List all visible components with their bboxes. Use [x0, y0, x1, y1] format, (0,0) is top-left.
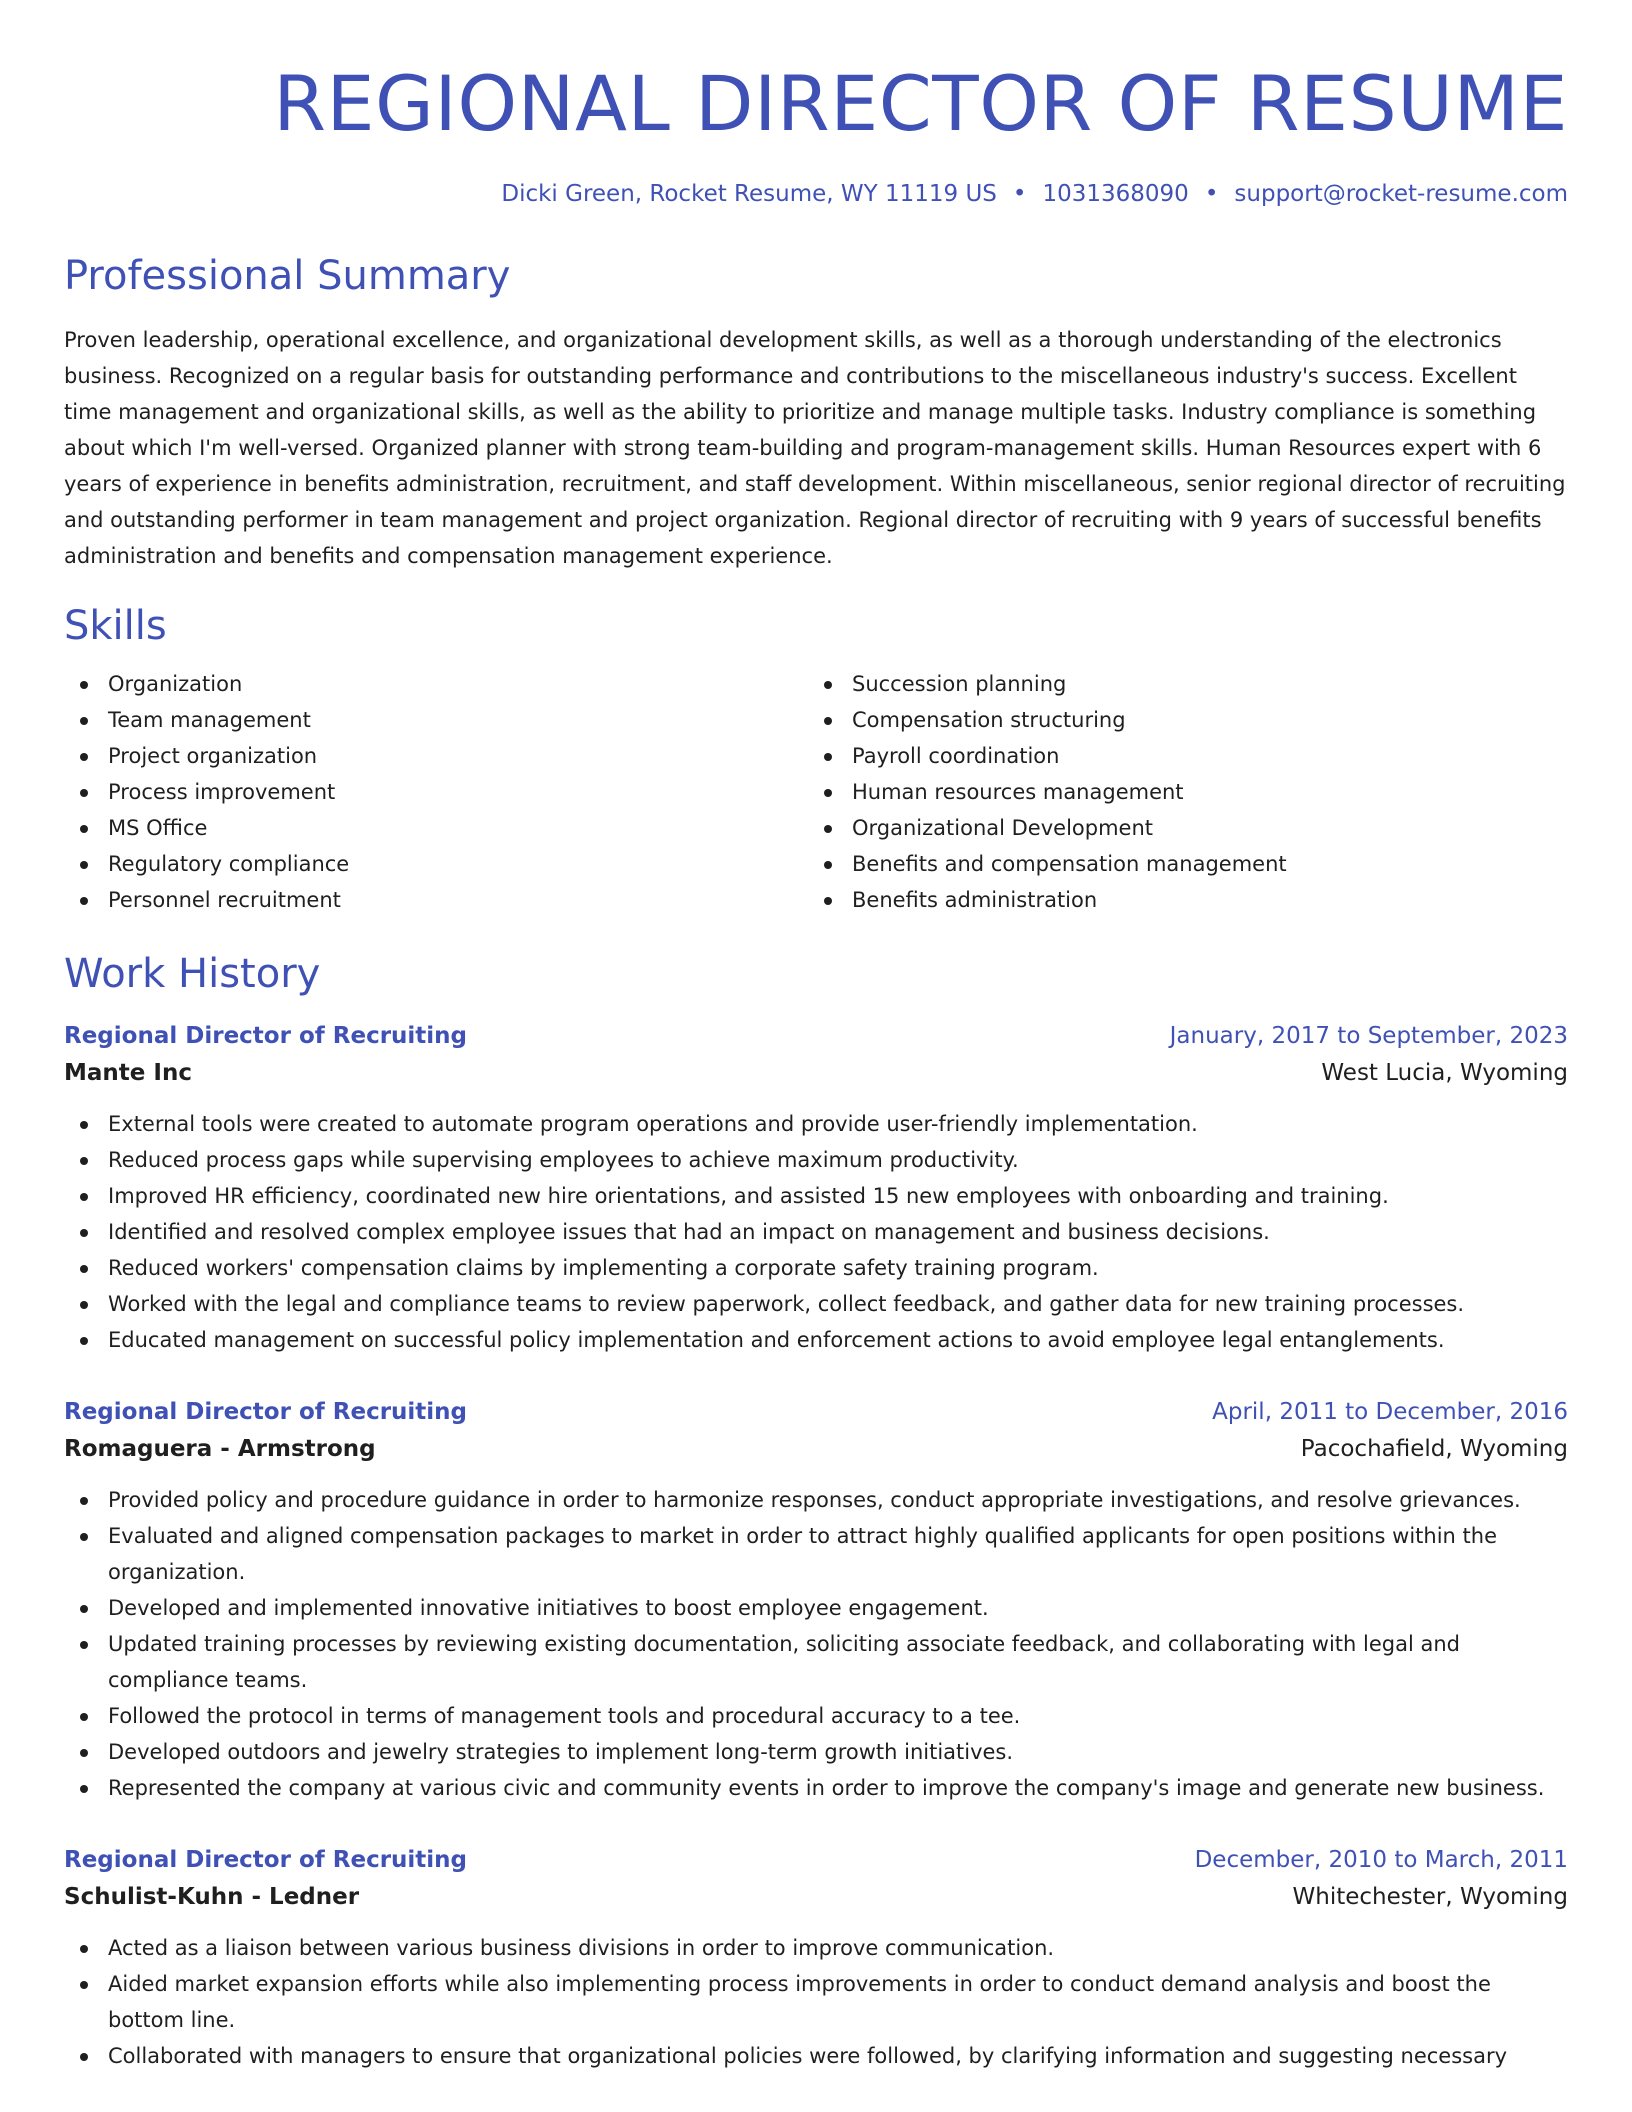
separator-dot: •: [1012, 181, 1027, 207]
job-subheader: [64, 1054, 1568, 1092]
contact-line: [64, 178, 1568, 210]
job-bullet: Updated training processes by reviewing existing documentation, soliciting associate feedback, and collaborating with legal and compliance teams.: [64, 1626, 1568, 1698]
job-title: Regional Director of Recruiting: [64, 1023, 468, 1049]
job-bullets: [64, 1482, 1568, 1806]
job-entry: [64, 1842, 1568, 2074]
skill-item: Payroll coordination: [808, 738, 1552, 774]
job-bullet: Improved HR efficiency, coordinated new hire orientations, and assisted 15 new employees with onboarding and training.: [64, 1178, 1568, 1214]
job-subheader: [64, 1878, 1568, 1916]
contact-address: Dicki Green, Rocket Resume, WY 11119 US: [501, 181, 997, 207]
skill-item: Team management: [64, 702, 808, 738]
resume-name: REGIONAL DIRECTOR OF RESUME: [273, 59, 1568, 148]
skill-item: Regulatory compliance: [64, 846, 808, 882]
job-bullets: [64, 1106, 1568, 1358]
job-bullet: Identified and resolved complex employee issues that had an impact on management and business decisions.: [64, 1214, 1568, 1250]
skill-item: Benefits administration: [808, 882, 1552, 918]
job-entry: [64, 1394, 1568, 1806]
job-bullet: Aided market expansion efforts while also implementing process improvements in order to conduct demand analysis and boost the bottom line.: [64, 1966, 1568, 2038]
job-company: Schulist-Kuhn - Ledner: [64, 1884, 360, 1910]
job-dates: January, 2017 to September, 2023: [1169, 1023, 1568, 1049]
job-bullet: Represented the company at various civic and community events in order to improve the company's image and generate new business.: [64, 1770, 1568, 1806]
job-location: Whitechester, Wyoming: [1292, 1884, 1568, 1910]
job-bullets: [64, 1930, 1568, 2074]
work-history-heading: Work History: [64, 951, 321, 997]
job-bullet: Provided policy and procedure guidance in order to harmonize responses, conduct appropriate investigations, and resolve grievances.: [64, 1482, 1568, 1518]
job-company: Romaguera - Armstrong: [64, 1436, 376, 1462]
summary-text: Proven leadership, operational excellence, and organizational development skills, as well as a thorough understanding of the electronics business. Recognized on a regular basis for outstanding performance and contributions to the miscellaneous industry's success. Excellent time management and organizational skills, as well as the ability to prioritize and manage multiple tasks. Industry compliance is something about which I'm well-versed. Organized planner with strong team-building and program-management skills. Human Resources expert with 6 years of experience in benefits administration, recruitment, and staff development. Within miscellaneous, senior regional director of recruiting and outstanding performer in team management and project organization. Regional director of recruiting with 9 years of successful benefits administration and benefits and compensation management experience.: [64, 328, 1566, 568]
job-dates: December, 2010 to March, 2011: [1194, 1847, 1568, 1873]
job-subheader: [64, 1430, 1568, 1468]
job-bullet: Developed and implemented innovative initiatives to boost employee engagement.: [64, 1590, 1568, 1626]
job-company: Mante Inc: [64, 1060, 192, 1086]
skill-item: MS Office: [64, 810, 808, 846]
job-location: Pacochafield, Wyoming: [1300, 1436, 1568, 1462]
job-bullet: Educated management on successful policy implementation and enforcement actions to avoid employee legal entanglements.: [64, 1322, 1568, 1358]
job-bullet: Worked with the legal and compliance teams to review paperwork, collect feedback, and gather data for new training processes.: [64, 1286, 1568, 1322]
skills-list: [64, 666, 1568, 918]
summary-heading: Professional Summary: [64, 253, 511, 299]
skills-column-right: [808, 666, 1552, 918]
skill-item: Organization: [64, 666, 808, 702]
contact-email[interactable]: support@rocket-resume.com: [1234, 181, 1568, 207]
job-location: West Lucia, Wyoming: [1321, 1060, 1568, 1086]
job-title: Regional Director of Recruiting: [64, 1399, 468, 1425]
skill-item: Organizational Development: [808, 810, 1552, 846]
job-bullet: Developed outdoors and jewelry strategies to implement long-term growth initiatives.: [64, 1734, 1568, 1770]
job-bullet: Collaborated with managers to ensure that organizational policies were followed, by clarifying information and suggesting necessary: [64, 2038, 1568, 2074]
resume-page: [64, 0, 1568, 2074]
job-header: [64, 1394, 1568, 1430]
job-dates: April, 2011 to December, 2016: [1212, 1399, 1568, 1425]
skills-column-left: [64, 666, 808, 918]
job-bullet: Reduced workers' compensation claims by implementing a corporate safety training program.: [64, 1250, 1568, 1286]
skill-item: Succession planning: [808, 666, 1552, 702]
skills-heading: Skills: [64, 603, 167, 649]
job-entry: [64, 1018, 1568, 1358]
skill-item: Human resources management: [808, 774, 1552, 810]
skill-item: Project organization: [64, 738, 808, 774]
job-header: [64, 1018, 1568, 1054]
job-bullet: Followed the protocol in terms of management tools and procedural accuracy to a tee.: [64, 1698, 1568, 1734]
separator-dot: •: [1204, 181, 1219, 207]
job-bullet: Evaluated and aligned compensation packages to market in order to attract highly qualified applicants for open positions within the organization.: [64, 1518, 1568, 1590]
job-bullet: External tools were created to automate program operations and provide user-friendly implementation.: [64, 1106, 1568, 1142]
job-header: [64, 1842, 1568, 1878]
skill-item: Process improvement: [64, 774, 808, 810]
job-bullet: Reduced process gaps while supervising employees to achieve maximum productivity.: [64, 1142, 1568, 1178]
contact-phone: 1031368090: [1042, 181, 1189, 207]
skill-item: Personnel recruitment: [64, 882, 808, 918]
skill-item: Compensation structuring: [808, 702, 1552, 738]
job-title: Regional Director of Recruiting: [64, 1847, 468, 1873]
job-bullet: Acted as a liaison between various business divisions in order to improve communication.: [64, 1930, 1568, 1966]
skill-item: Benefits and compensation management: [808, 846, 1552, 882]
